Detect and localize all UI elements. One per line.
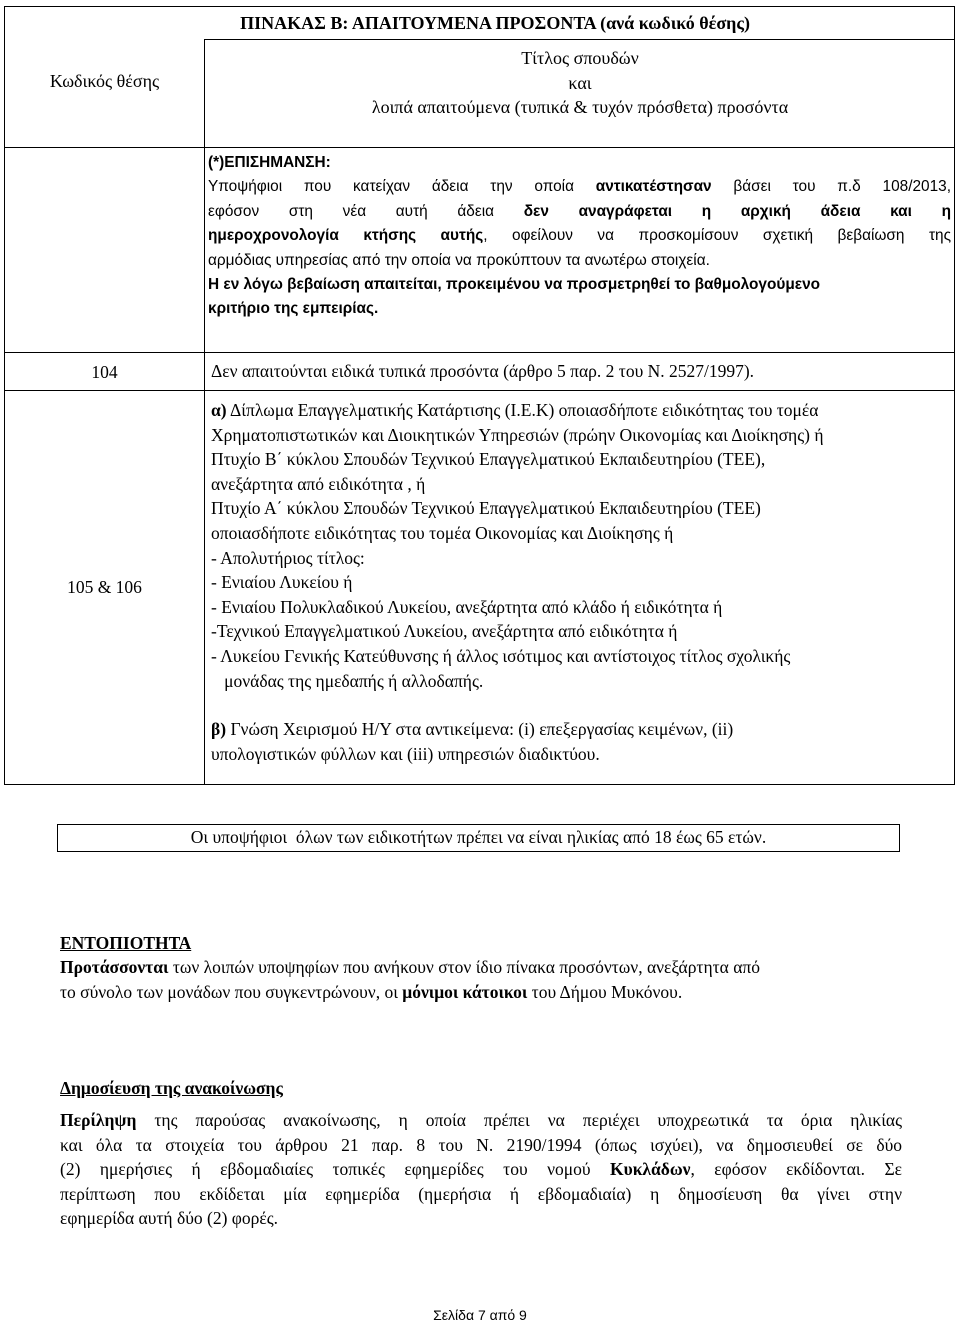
publication-line: περίπτωση που εκδίδεται μία εφημερίδα (ημερήσια ή εβδομαδιαία) η δημοσίευση θα γίνει στην <box>60 1183 902 1204</box>
header-line: λοιπά απαιτούμενα (τυπικά & τυχόν πρόσθετα) προσόντα <box>371 97 789 117</box>
position-code-105-106: 105 & 106 <box>67 577 142 597</box>
locality-line: Προτάσσονται των λοιπών υποψηφίων που ανήκουν στον ίδιο πίνακα προσόντων, ανεξάρτητα από <box>60 957 760 977</box>
column-header-qualifications <box>205 46 955 120</box>
page-number-footer: Σελίδα 7 από 9 <box>433 1307 527 1323</box>
notice-line: αρμόδιας υπηρεσίας από την οποία να προκύπτουν τα ανωτέρω στοιχεία. <box>208 251 710 269</box>
notice-line: εφόσον στη νέα αυτή άδεια δεν αναγράφεται η αρχική άδεια και η <box>208 202 951 220</box>
table-title: ΠΙΝΑΚΑΣ Β: ΑΠΑΙΤΟΥΜΕΝΑ ΠΡΟΣΟΝΤΑ (ανά κωδικό θέσης) <box>240 13 750 33</box>
row-105-106-qualifications <box>211 398 951 766</box>
notice-title: (*)ΕΠΙΣΗΜΑΝΣΗ: <box>208 154 331 171</box>
position-code-104: 104 <box>91 362 118 382</box>
notice-block <box>208 151 951 322</box>
notice-line: Υποψήφιοι που κατείχαν άδεια την οποία αντικατέστησαν βάσει του π.δ 108/2013, <box>208 178 951 196</box>
qualification-a-line: -Τεχνικού Επαγγελματικού Λυκείου, ανεξάρτητα από ειδικότητα ή <box>211 621 678 642</box>
notice-line: ημερoχρονολογία κτήσης αυτής, οφείλουν να προσκομίσουν σχετική βεβαίωση της <box>208 227 951 245</box>
publication-line: και όλα τα στοιχεία του άρθρου 21 παρ. 8 του Ν. 2190/1994 (όπως ισχύει), να δημοσιευθεί σε δύο <box>60 1134 902 1155</box>
header-line: Τίτλος σπουδών <box>521 48 639 68</box>
locality-paragraph <box>60 955 902 1005</box>
title-row-divider <box>204 39 954 40</box>
qualification-b-line: β) Γνώση Χειρισμού Η/Υ στα αντικείμενα: (i) επεξεργασίας κειμένων, (ii) <box>211 719 734 740</box>
publication-line: (2) ημερήσιες ή εβδομαδιαίες τοπικές εφημερίδες του νομού Κυκλάδων, εφόσον εκδίδονται. Σε <box>60 1159 902 1179</box>
notice-line-bold: Η εν λόγω βεβαίωση απαιτείται, προκειμένου να προσμετρηθεί το βαθμολογούμενο <box>208 276 821 294</box>
qualification-a-line: μονάδας της ημεδαπής ή αλλοδαπής. <box>211 670 484 691</box>
publication-line: εφημερίδα αυτή δύο (2) φορές. <box>60 1208 279 1228</box>
qualification-a-line: - Απολυτήριος τίτλος: <box>211 547 365 568</box>
publication-line: Περίληψη της παρούσας ανακοίνωσης, η οποία πρέπει να περιέχει υποχρεωτικά τα όρια ηλικίας <box>60 1110 902 1130</box>
row-104-qualifications: Δεν απαιτούνται ειδικά τυπικά προσόντα (άρθρο 5 παρ. 2 του Ν. 2527/1997). <box>211 361 755 381</box>
qualification-a-line: - Ενιαίου Πολυκλαδικού Λυκείου, ανεξάρτητα από κλάδο ή ειδικότητα ή <box>211 596 723 617</box>
qualifications-table <box>4 6 955 785</box>
qualification-a-line: - Ενιαίου Λυκείου ή <box>211 572 353 593</box>
qualification-a-line: - Λυκείου Γενικής Κατεύθυνσης ή άλλος ισότιμος και αντίστοιχος τίτλος σχολικής <box>211 645 791 666</box>
publication-paragraph <box>60 1108 902 1231</box>
qualification-a-line: οποιασδήποτε ειδικότητας του τομέα Οικονομίας και Διοίκησης ή <box>211 522 674 543</box>
header-line: και <box>568 72 592 93</box>
qualification-a-line: ανεξάρτητα από ειδικότητα , ή <box>211 473 426 494</box>
qualification-a-line: Πτυχίο Β΄ κύκλου Σπουδών Τεχνικού Επαγγελματικού Εκπαιδευτηρίου (ΤΕΕ), <box>211 449 766 470</box>
row-104-divider <box>5 390 954 391</box>
publication-heading: Δημοσίευση της ανακοίνωσης <box>60 1078 283 1098</box>
qualification-a-line: α) Δίπλωμα Επαγγελματικής Κατάρτισης (Ι.Ε.Κ) οποιασδήποτε ειδικότητας του τομέα <box>211 400 819 420</box>
column-header-position-code: Κωδικός θέσης <box>49 71 160 91</box>
notice-row-divider <box>5 352 954 353</box>
qualification-b-line: υπολογιστικών φύλλων και (iii) υπηρεσιών διαδικτύου. <box>211 743 600 764</box>
locality-line: το σύνολο των μονάδων που συγκεντρώνουν, οι μόνιμοι κάτοικοι του Δήμου Μυκόνου. <box>60 982 683 1002</box>
age-requirement-box: Οι υποψήφιοι όλων των ειδικοτήτων πρέπει να είναι ηλικίας από 18 έως 65 ετών. <box>57 824 900 852</box>
qualification-a-line: Πτυχίο Α΄ κύκλου Σπουδών Τεχνικού Επαγγελματικού Εκπαιδευτηρίου (ΤΕΕ) <box>211 498 761 519</box>
notice-line-bold: κριτήριο της εμπειρίας. <box>208 300 379 318</box>
locality-heading: ΕΝΤΟΠΙΟΤΗΤΑ <box>60 933 192 953</box>
header-row-divider <box>5 147 954 148</box>
qualification-a-line: Χρηματοπιστωτικών και Διοικητικών Υπηρεσιών (πρώην Οικονομίας και Διοίκησης) ή <box>211 424 824 445</box>
column-divider <box>204 39 205 784</box>
